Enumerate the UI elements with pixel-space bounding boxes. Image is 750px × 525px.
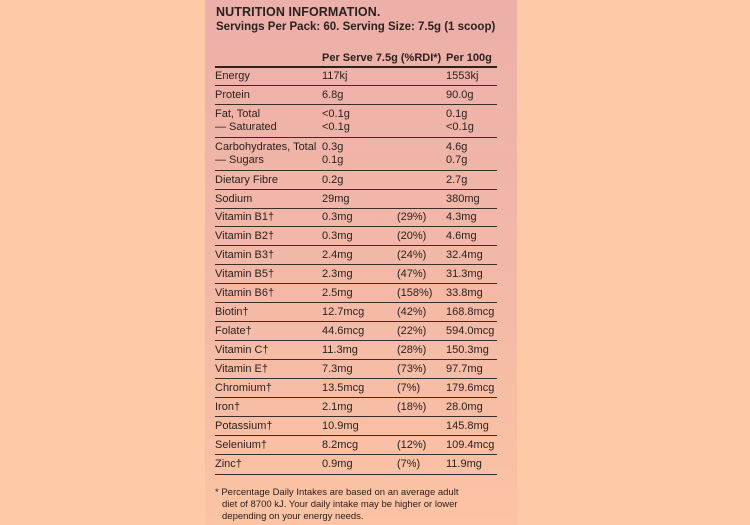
per-100g-value: 4.3mg [446, 211, 477, 223]
per-serve-value: 6.8g [322, 89, 344, 101]
table-row [215, 362, 497, 379]
column-header-per-serve: Per Serve 7.5g (%RDI*) [322, 52, 442, 64]
per-serve-value: 0.3mg [322, 211, 353, 223]
rdi-percent: (47%) [397, 268, 427, 280]
footnote [215, 487, 505, 523]
servings-info: Servings Per Pack: 60. Serving Size: 7.5g (1 scoop) [216, 21, 496, 33]
nutrient-label: Sodium [215, 193, 253, 205]
per-serve-value: 11.3mg [322, 344, 358, 356]
per-serve-value: 12.7mcg [322, 306, 365, 318]
per-100g-value: <0.1g [446, 121, 474, 133]
nutrient-label: Iron† [215, 401, 241, 413]
column-header-per-100g: Per 100g [446, 52, 492, 64]
per-serve-value: 44.6mcg [322, 325, 365, 337]
footnote-line: * Percentage Daily Intakes are based on an average adult [215, 487, 459, 498]
rdi-percent: (20%) [397, 230, 427, 242]
page-title: NUTRITION INFORMATION. [216, 5, 381, 19]
per-100g-value: 32.4mg [446, 249, 483, 261]
per-100g-value: 145.8mg [446, 420, 489, 432]
per-100g-value: 168.8mcg [446, 306, 495, 318]
footnote-line: diet of 8700 kJ. Your daily intake may be higher or lower [222, 499, 458, 510]
per-serve-value: <0.1g [322, 108, 350, 120]
table-row [215, 457, 497, 475]
per-100g-value: 97.7mg [446, 363, 483, 375]
nutrient-label: Chromium† [215, 382, 272, 394]
rdi-percent: (42%) [397, 306, 427, 318]
per-100g-value: 150.3mg [446, 344, 489, 356]
footnote-line: depending on your energy needs. [222, 511, 364, 522]
rdi-percent: (24%) [397, 249, 427, 261]
nutrient-label: Folate† [215, 325, 252, 337]
per-serve-value: 2.3mg [322, 268, 353, 280]
per-serve-value: 13.5mcg [322, 382, 365, 394]
per-serve-value: 117kj [322, 70, 348, 82]
table-row [215, 140, 497, 171]
per-serve-value: 0.3mg [322, 230, 353, 242]
per-100g-value: 0.7g [446, 154, 468, 166]
nutrient-label: Energy [215, 70, 250, 82]
per-serve-value: 0.9mg [322, 458, 353, 470]
table-row [215, 210, 497, 227]
rdi-percent: (12%) [397, 439, 427, 451]
rdi-percent: (7%) [397, 458, 421, 470]
nutrient-label: Vitamin C† [215, 344, 269, 356]
nutrient-label: Selenium† [215, 439, 267, 451]
table-row [215, 69, 497, 86]
per-serve-value: 2.5mg [322, 287, 353, 299]
per-100g-value: 109.4mcg [446, 439, 495, 451]
per-serve-value: 8.2mcg [322, 439, 359, 451]
nutrient-label: Vitamin E† [215, 363, 268, 375]
per-100g-value: 380mg [446, 193, 480, 205]
table-row [215, 286, 497, 303]
per-serve-value: 7.3mg [322, 363, 353, 375]
nutrient-label: Biotin† [215, 306, 249, 318]
nutrient-label: Vitamin B2† [215, 230, 275, 242]
per-100g-value: 2.7g [446, 174, 468, 186]
nutrient-label: Potassium† [215, 420, 273, 432]
per-100g-value: 0.1g [446, 108, 468, 120]
table-row [215, 381, 497, 398]
nutrient-label: — Sugars [215, 154, 264, 166]
table-row [215, 400, 497, 417]
nutrient-label: Vitamin B3† [215, 249, 275, 261]
table-row [215, 305, 497, 322]
per-serve-value: 2.4mg [322, 249, 353, 261]
table-row [215, 248, 497, 265]
per-serve-value: 2.1mg [322, 401, 353, 413]
per-serve-value: 0.2g [322, 174, 344, 186]
table-row [215, 419, 497, 436]
nutrient-label: Vitamin B5† [215, 268, 275, 280]
per-serve-value: 0.3g [322, 141, 344, 153]
per-serve-value: 29mg [322, 193, 350, 205]
per-100g-value: 594.0mcg [446, 325, 495, 337]
per-100g-value: 28.0mg [446, 401, 483, 413]
table-row [215, 107, 497, 138]
nutrient-label: Protein [215, 89, 250, 101]
table-row [215, 343, 497, 360]
per-100g-value: 1553kj [446, 70, 479, 82]
per-serve-value: 10.9mg [322, 420, 359, 432]
per-100g-value: 4.6mg [446, 230, 477, 242]
rdi-percent: (158%) [397, 287, 433, 299]
nutrient-label: Fat, Total [215, 108, 261, 120]
per-serve-value: 0.1g [322, 154, 344, 166]
per-100g-value: 4.6g [446, 141, 468, 153]
nutrient-label: Zinc† [215, 458, 242, 470]
per-100g-value: 90.0g [446, 89, 474, 101]
per-100g-value: 31.3mg [446, 268, 483, 280]
header-divider [215, 66, 497, 68]
per-100g-value: 33.8mg [446, 287, 483, 299]
table-row [215, 229, 497, 246]
rdi-percent: (28%) [397, 344, 427, 356]
per-100g-value: 11.9mg [446, 458, 482, 470]
table-row [215, 192, 497, 209]
table-row [215, 173, 497, 190]
rdi-percent: (18%) [397, 401, 427, 413]
nutrient-label: Carbohydrates, Total [215, 141, 317, 153]
table-row [215, 438, 497, 455]
per-serve-value: <0.1g [322, 121, 350, 133]
nutrient-label: Vitamin B1† [215, 211, 275, 223]
table-row [215, 324, 497, 341]
rdi-percent: (73%) [397, 363, 427, 375]
table-row [215, 88, 497, 105]
rdi-percent: (29%) [397, 211, 427, 223]
table-row [215, 267, 497, 284]
nutrient-label: Dietary Fibre [215, 174, 278, 186]
rdi-percent: (7%) [397, 382, 421, 394]
nutrient-label: — Saturated [215, 121, 277, 133]
rdi-percent: (22%) [397, 325, 427, 337]
nutrient-label: Vitamin B6† [215, 287, 275, 299]
per-100g-value: 179.6mcg [446, 382, 495, 394]
